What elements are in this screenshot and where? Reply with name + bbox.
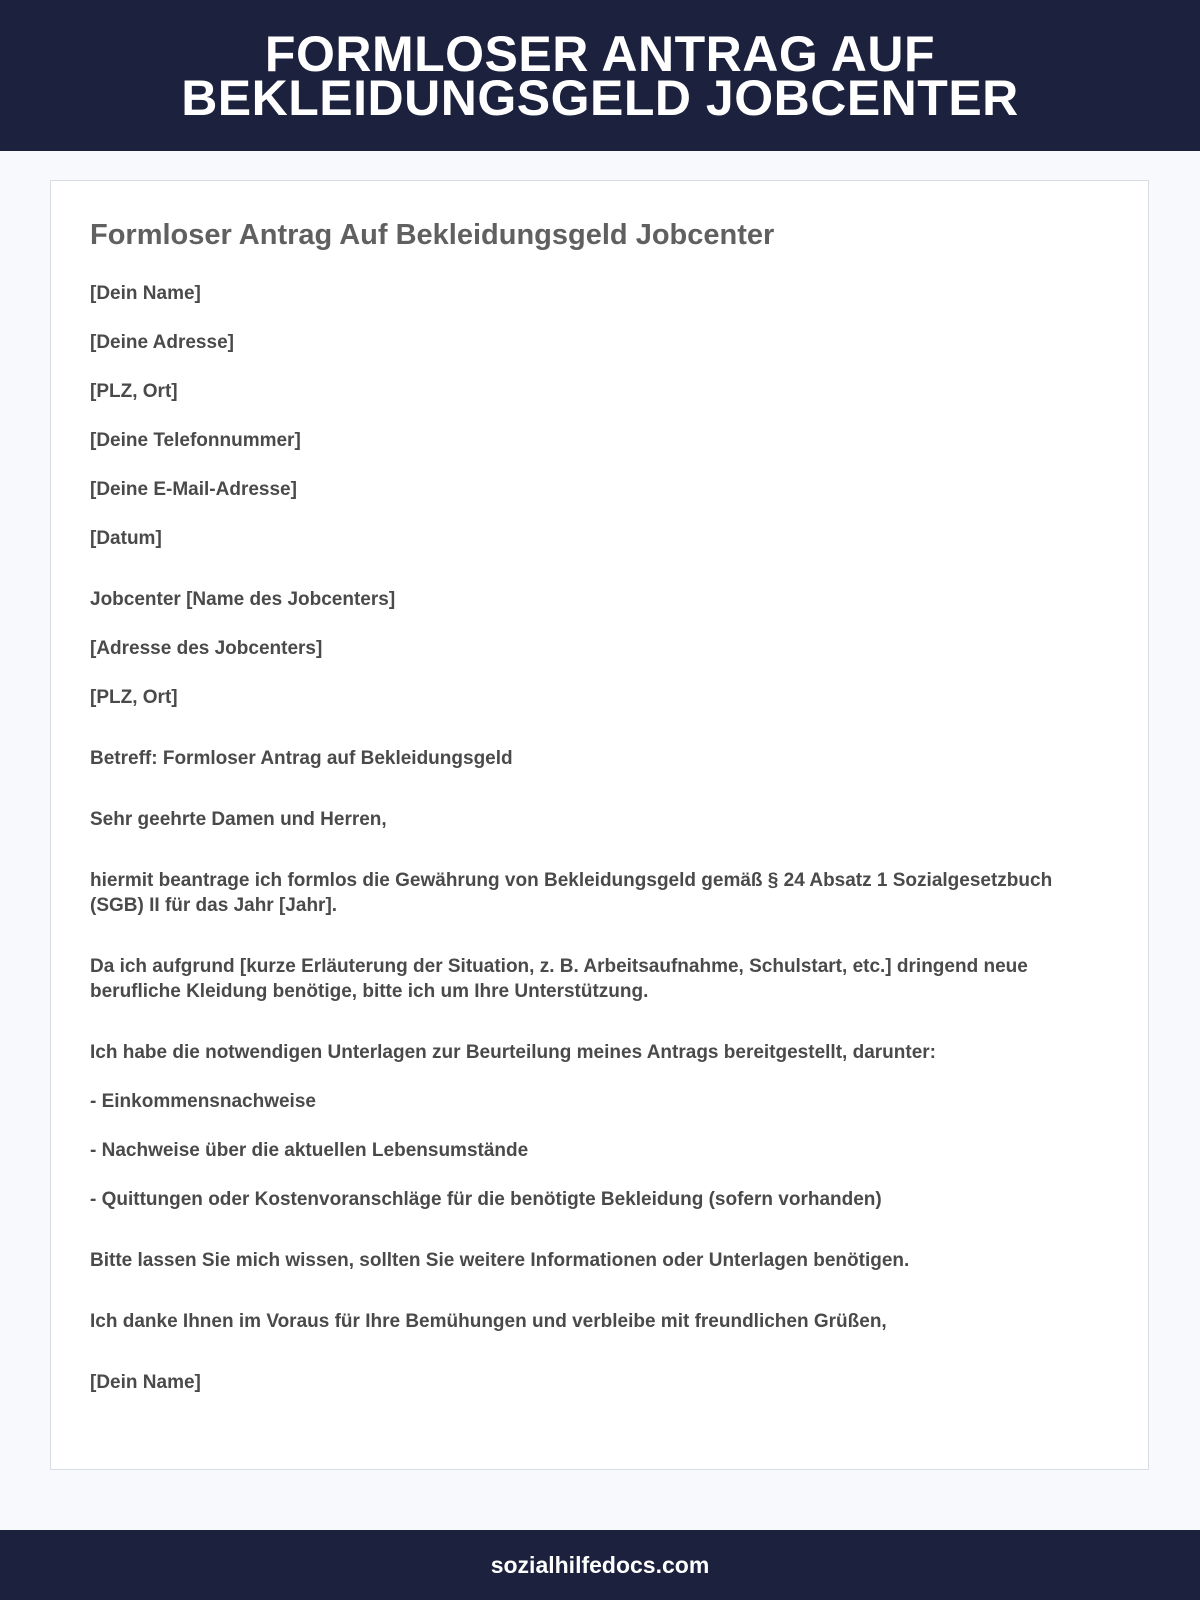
list-item: - Nachweise über die aktuellen Lebensumstände bbox=[90, 1140, 529, 1161]
letter-salutation: Sehr geehrte Damen und Herren, bbox=[90, 809, 387, 830]
letter-subject: Betreff: Formloser Antrag auf Bekleidungsgeld bbox=[90, 748, 513, 769]
letter-title: Formloser Antrag Auf Bekleidungsgeld Jobcenter bbox=[90, 219, 775, 251]
letter-date: [Datum] bbox=[90, 528, 162, 549]
list-item: - Quittungen oder Kostenvoranschläge für die benötigte Bekleidung (sofern vorhanden) bbox=[90, 1189, 882, 1210]
page-header bbox=[0, 0, 1200, 151]
sender-name: [Dein Name] bbox=[90, 283, 201, 304]
signature: [Dein Name] bbox=[90, 1372, 201, 1393]
sender-phone: [Deine Telefonnummer] bbox=[90, 430, 301, 451]
recipient-address: [Adresse des Jobcenters] bbox=[90, 638, 323, 659]
recipient-city: [PLZ, Ort] bbox=[90, 687, 178, 708]
page-footer bbox=[0, 1530, 1200, 1600]
sender-city: [PLZ, Ort] bbox=[90, 381, 178, 402]
sender-email: [Deine E-Mail-Adresse] bbox=[90, 479, 297, 500]
letter-closing: Ich danke Ihnen im Voraus für Ihre Bemühungen und verbleibe mit freundlichen Grüßen, bbox=[90, 1311, 887, 1332]
letter-card bbox=[50, 180, 1149, 1470]
sender-address: [Deine Adresse] bbox=[90, 332, 234, 353]
footer-site-name: sozialhilfedocs.com bbox=[490, 1551, 710, 1578]
paragraph-2: Da ich aufgrund [kurze Erläuterung der Situation, z. B. Arbeitsaufnahme, Schulstart, etc.] dringend neue berufliche Kleidung benötige, bitte ich um Ihre Unterstützung. bbox=[90, 956, 1028, 1002]
paragraph-1: hiermit beantrage ich formlos die Gewährung von Bekleidungsgeld gemäß § 24 Absatz 1 Sozialgesetzbuch (SGB) II für das Jahr [Jahr]. bbox=[90, 870, 1053, 916]
recipient-name: Jobcenter [Name des Jobcenters] bbox=[90, 589, 396, 610]
paragraph-4: Bitte lassen Sie mich wissen, sollten Sie weitere Informationen oder Unterlagen benötigen. bbox=[90, 1250, 910, 1271]
header-title: FORMLOSER ANTRAG AUF BEKLEIDUNGSGELD JOBCENTER bbox=[181, 25, 1019, 126]
list-item: - Einkommensnachweise bbox=[90, 1091, 316, 1112]
paragraph-3: Ich habe die notwendigen Unterlagen zur Beurteilung meines Antrags bereitgestellt, darunter: bbox=[90, 1042, 936, 1063]
